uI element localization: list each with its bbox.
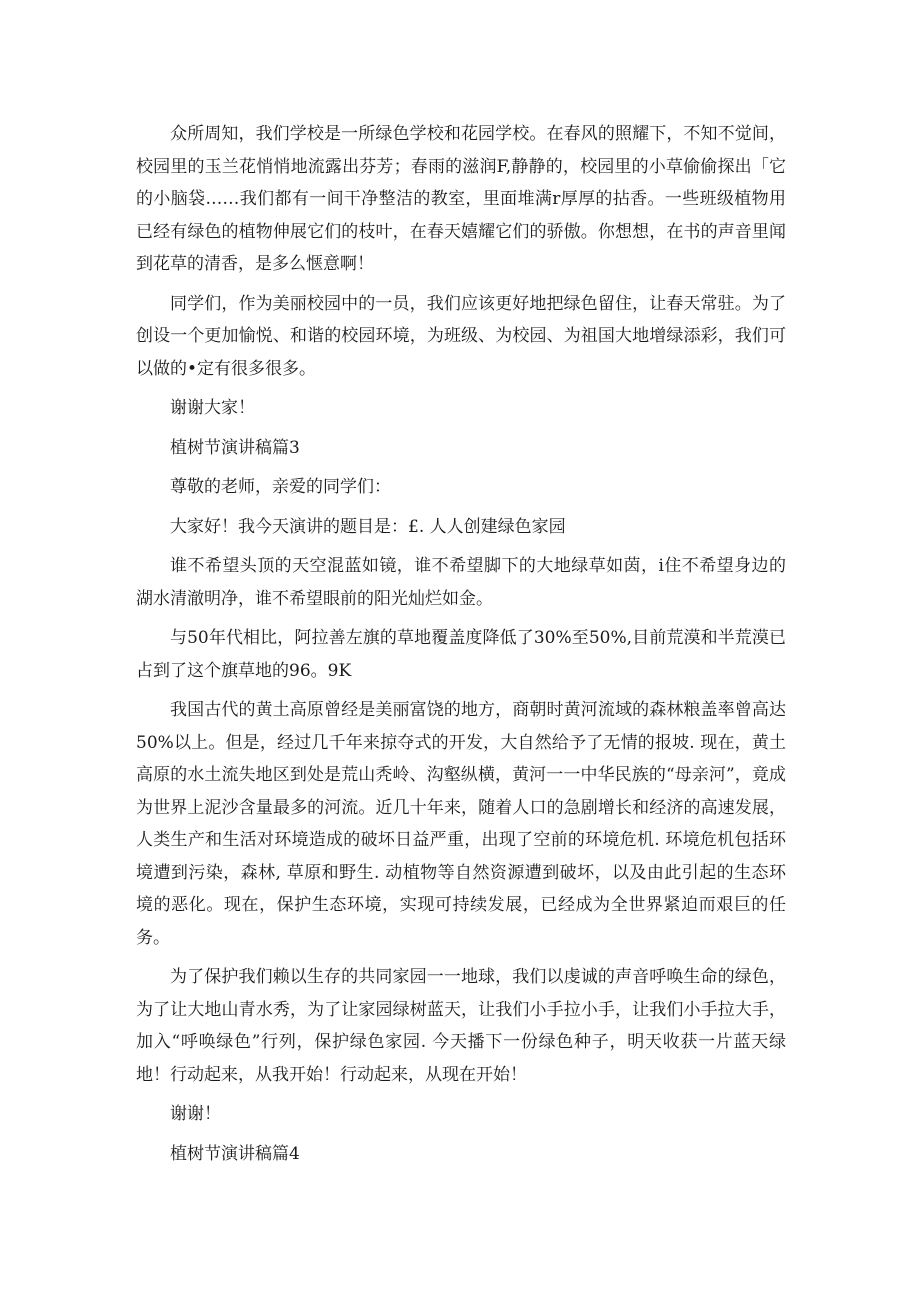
section-heading-3: 植树节演讲稿篇3 [170, 437, 300, 458]
paragraph-alxa-grassland: 与50年代相比，阿拉善左旗的草地覆盖度降低了30%至50%,目前荒漠和半荒漠已占到了这个旗草地的96。9K [136, 628, 786, 681]
paragraph-salutation: 尊敬的老师，亲爱的同学们： [170, 477, 391, 497]
paragraph-campus: 众所周知，我们学校是一所绿色学校和花园学校。在春风的照耀下，不知不觉间，校园里的玉兰花悄悄地流露出芬芳；春雨的滋润F,静静的，校园里的小草偷偷探出「它的小脑袋……我们都有一间干净整洁的教室，里面堆满r厚厚的拈香。一些班级植物用已经有绿色的植物伸展它们的枝叶，在春天嬉耀它们的骄傲。你想想，在书的声音里闻到花草的清香，是多么惬意啊！ [136, 124, 786, 274]
paragraph-speech-title: 大家好！我今天演讲的题目是：£. 人人创建绿色家园 [170, 516, 566, 537]
document-body [136, 118, 786, 1177]
section-heading-4: 植树节演讲稿篇4 [170, 1143, 300, 1164]
paragraph-thanks-all: 谢谢大家！ [170, 398, 255, 418]
paragraph-protect-earth: 为了保护我们赖以生存的共同家园一一地球，我们以虔诚的声音呼唤生命的绿色，为了让大地山青水秀，为了让家园绿树蓝天，让我们小手拉小手，让我们小手拉大手，加入“呼唤绿色”行列，保护绿色家园. 今天播下一份绿色种子，明天收获一片蓝天绿地！行动起来，从我开始！行动起来，从现在开始！ [136, 967, 786, 1085]
paragraph-who-not-wish: 谁不希望头顶的天空混蓝如镜，谁不希望脚下的大地绿草如茵，i住不希望身边的湖水清澈明净，谁不希望眼前的阳光灿烂如金。 [136, 556, 786, 609]
paragraph-thanks: 谢谢！ [170, 1104, 221, 1124]
paragraph-classmates: 同学们，作为美丽校园中的一员，我们应该更好地把绿色留住，让春天常驻。为了创设一个更加愉悦、和谐的校园环境，为班级、为校园、为祖国大地增绿添彩，我们可以做的•定有很多很多。 [136, 293, 786, 379]
paragraph-loess-plateau: 我国古代的黄土高原曾经是美丽富饶的地方，商朝时黄河流域的森林粮盖率曾高达50%以上。但是，经过几千年来掠夺式的开发，大自然给予了无情的报坡. 现在，黄土高原的水土流失地区到处是荒山秃岭、沟壑纵横，黄河一一中华民族的“母亲河”，竟成为世界上泥沙含量最多的河流。近几十年来，随着人口的急剧增长和经济的高速发展，人类生产和生活对环境造成的破坏日益严重，出现了空前的环境危机. 环境危机包括环境遭到污染，森林, 草原和野生. 动植物等自然资源遭到破坏，以及由此引起的生态环境的恶化。现在，保护生态环境，实现可持续发展，已经成为全世界紧迫而艰巨的任务。 [136, 700, 786, 948]
